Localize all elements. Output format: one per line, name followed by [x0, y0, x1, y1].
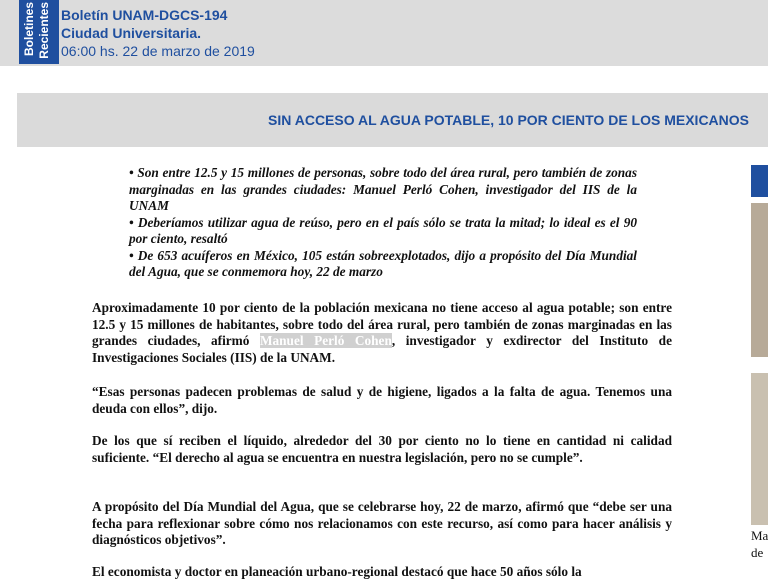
bulletin-number: Boletín UNAM-DGCS-194: [61, 7, 228, 23]
bulletin-location: Ciudad Universitaria.: [61, 25, 202, 41]
paragraph-1-text: Aproximadamente 10 por ciento de la población mexicana no tiene acceso al agua potable; son entre 12.5 y 15 millones de habitantes, sobre todo del área rural, pero también de zonas marginadas en las grandes ciudades, afirmó: [92, 300, 672, 348]
tab-label-line2: Recientes: [37, 2, 51, 59]
tab-label-line1: Boletines: [22, 2, 36, 57]
headline: SIN ACCESO AL AGUA POTABLE, 10 POR CIENTO DE LOS MEXICANOS: [268, 112, 749, 128]
top-header-bar: [0, 0, 768, 66]
highlight-item: • Son entre 12.5 y 15 millones de personas, sobre todo del área rural, pero también de zonas marginadas en las grandes ciudades: Manuel Perló Cohen, investigador del IIS de la UNAM: [129, 165, 637, 213]
selected-name[interactable]: Manuel Perló Cohen: [259, 333, 392, 348]
bulletin-info: [61, 6, 255, 60]
paragraph-1-text-end: , investigador y exdirector del Instituto de Investigaciones Sociales (IIS) de la UNAM.: [92, 333, 672, 365]
caption-line-1: Ma: [751, 528, 768, 543]
headline-bar: [17, 93, 768, 147]
paragraph-3: De los que sí reciben el líquido, alrededor del 30 por ciento no lo tiene en cantidad ni calidad suficiente. “El derecho al agua se encuentra en nuestra legislación, pero no se cumple”.: [92, 433, 672, 465]
highlight-item: • Deberíamos utilizar agua de reúso, pero en el país sólo se trata la mitad; lo ideal es el 90 por ciento, resaltó: [129, 214, 637, 246]
paragraph-2: “Esas personas padecen problemas de salud y de higiene, ligados a la falta de agua. Tenemos una deuda con ellos”, dijo.: [92, 384, 672, 416]
caption-line-2: de: [751, 545, 764, 560]
paragraph-1: [92, 300, 672, 366]
recent-bulletins-tab[interactable]: [19, 0, 59, 64]
highlights-list: [129, 165, 637, 281]
side-banner-logo[interactable]: [751, 165, 768, 197]
paragraph-5: El economista y doctor en planeación urbano-regional destacó que hace 50 años sólo la: [92, 564, 582, 579]
highlight-item: • De 653 acuíferos en México, 105 están sobreexplotados, dijo a propósito del Día Mundial del Agua, que se conmemora hoy, 22 de marzo: [129, 247, 637, 279]
bulletin-datetime: 06:00 hs. 22 de marzo de 2019: [61, 43, 255, 59]
side-photo-caption: [751, 527, 768, 561]
side-photo-2[interactable]: [751, 373, 768, 525]
side-photo-1[interactable]: [751, 203, 768, 357]
paragraph-4: A propósito del Día Mundial del Agua, que se celebrarse hoy, 22 de marzo, afirmó que “debe ser una fecha para reflexionar sobre cómo nos relacionamos con este recurso, así como para hacer análisis y diagnósticos objetivos”.: [92, 499, 672, 547]
